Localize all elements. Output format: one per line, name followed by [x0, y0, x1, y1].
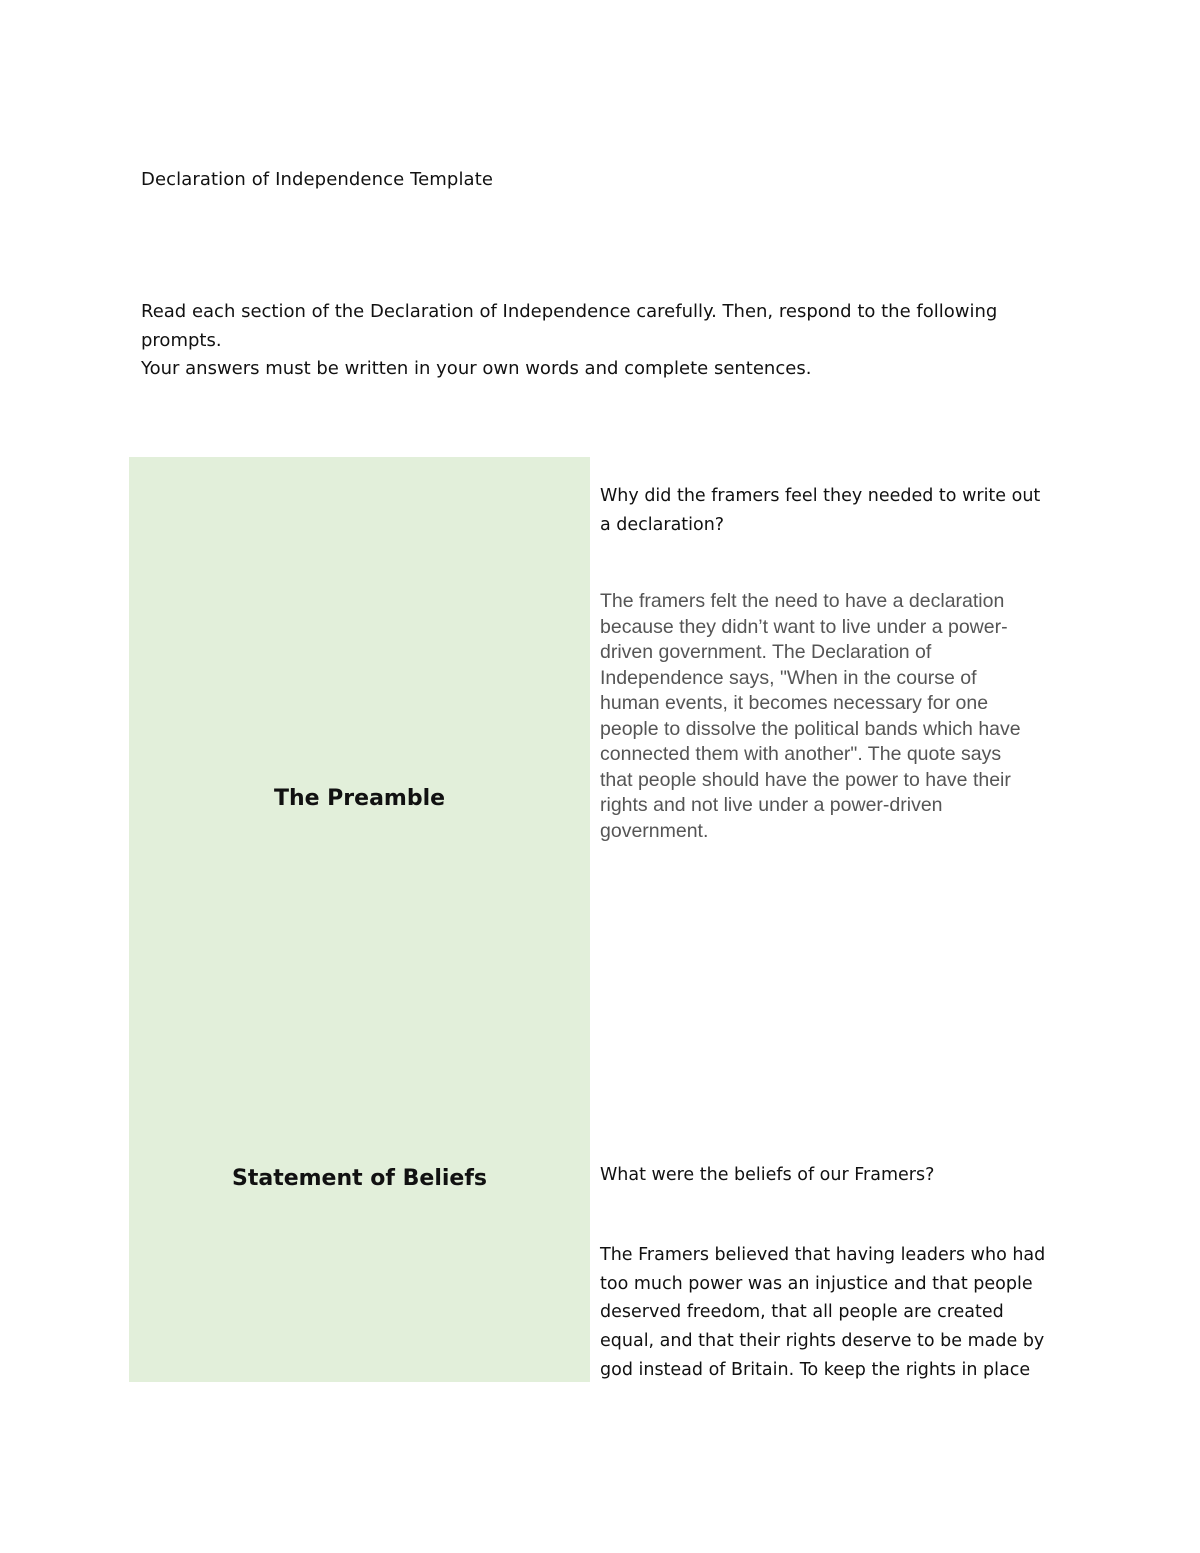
- question-line: a declaration?: [600, 514, 725, 535]
- section-heading-preamble: The Preamble: [273, 786, 446, 811]
- question-line: Why did the framers feel they needed to write out: [600, 486, 1041, 506]
- answer-line: god instead of Britain. To keep the rights in place: [600, 1359, 1031, 1380]
- instructions: [141, 298, 1081, 384]
- answer-line: deserved freedom, that all people are created: [600, 1302, 1004, 1323]
- section-label-column: [129, 457, 590, 1382]
- question-line: What were the beliefs of our Framers?: [600, 1165, 935, 1185]
- answer-line: human events, it becomes necessary for one: [600, 692, 989, 714]
- beliefs-question: [600, 1161, 1055, 1190]
- answer-line: driven government. The Declaration of: [600, 641, 932, 663]
- answer-line: because they didn’t want to live under a power-: [600, 615, 1008, 638]
- prompt-table: [129, 457, 1059, 1382]
- section-heading-beliefs: Statement of Beliefs: [231, 1166, 488, 1191]
- answer-line: rights and not live under a power-driven: [600, 794, 943, 816]
- preamble-answer: [600, 589, 1055, 844]
- preamble-question: [600, 482, 1055, 539]
- answer-line: The Framers believed that having leaders who had: [600, 1245, 1046, 1265]
- instructions-line: Read each section of the Declaration of Independence carefully. Then, respond to the following prompts.: [141, 301, 998, 351]
- instructions-line: Your answers must be written in your own words and complete sentences.: [141, 358, 812, 379]
- answer-line: equal, and that their rights deserve to be made by: [600, 1331, 1045, 1352]
- answer-line: connected them with another". The quote says: [600, 743, 1002, 765]
- answer-line: too much power was an injustice and that people: [600, 1273, 1033, 1294]
- answer-line: that people should have the power to have their: [600, 768, 1011, 791]
- beliefs-answer: [600, 1241, 1055, 1385]
- answer-line: Independence says, "When in the course of: [600, 666, 977, 689]
- answer-line: government.: [600, 819, 709, 842]
- answer-line: people to dissolve the political bands which have: [600, 717, 1021, 740]
- document-title: Declaration of Independence Template: [141, 169, 494, 190]
- answer-line: The framers felt the need to have a declaration: [600, 590, 1005, 612]
